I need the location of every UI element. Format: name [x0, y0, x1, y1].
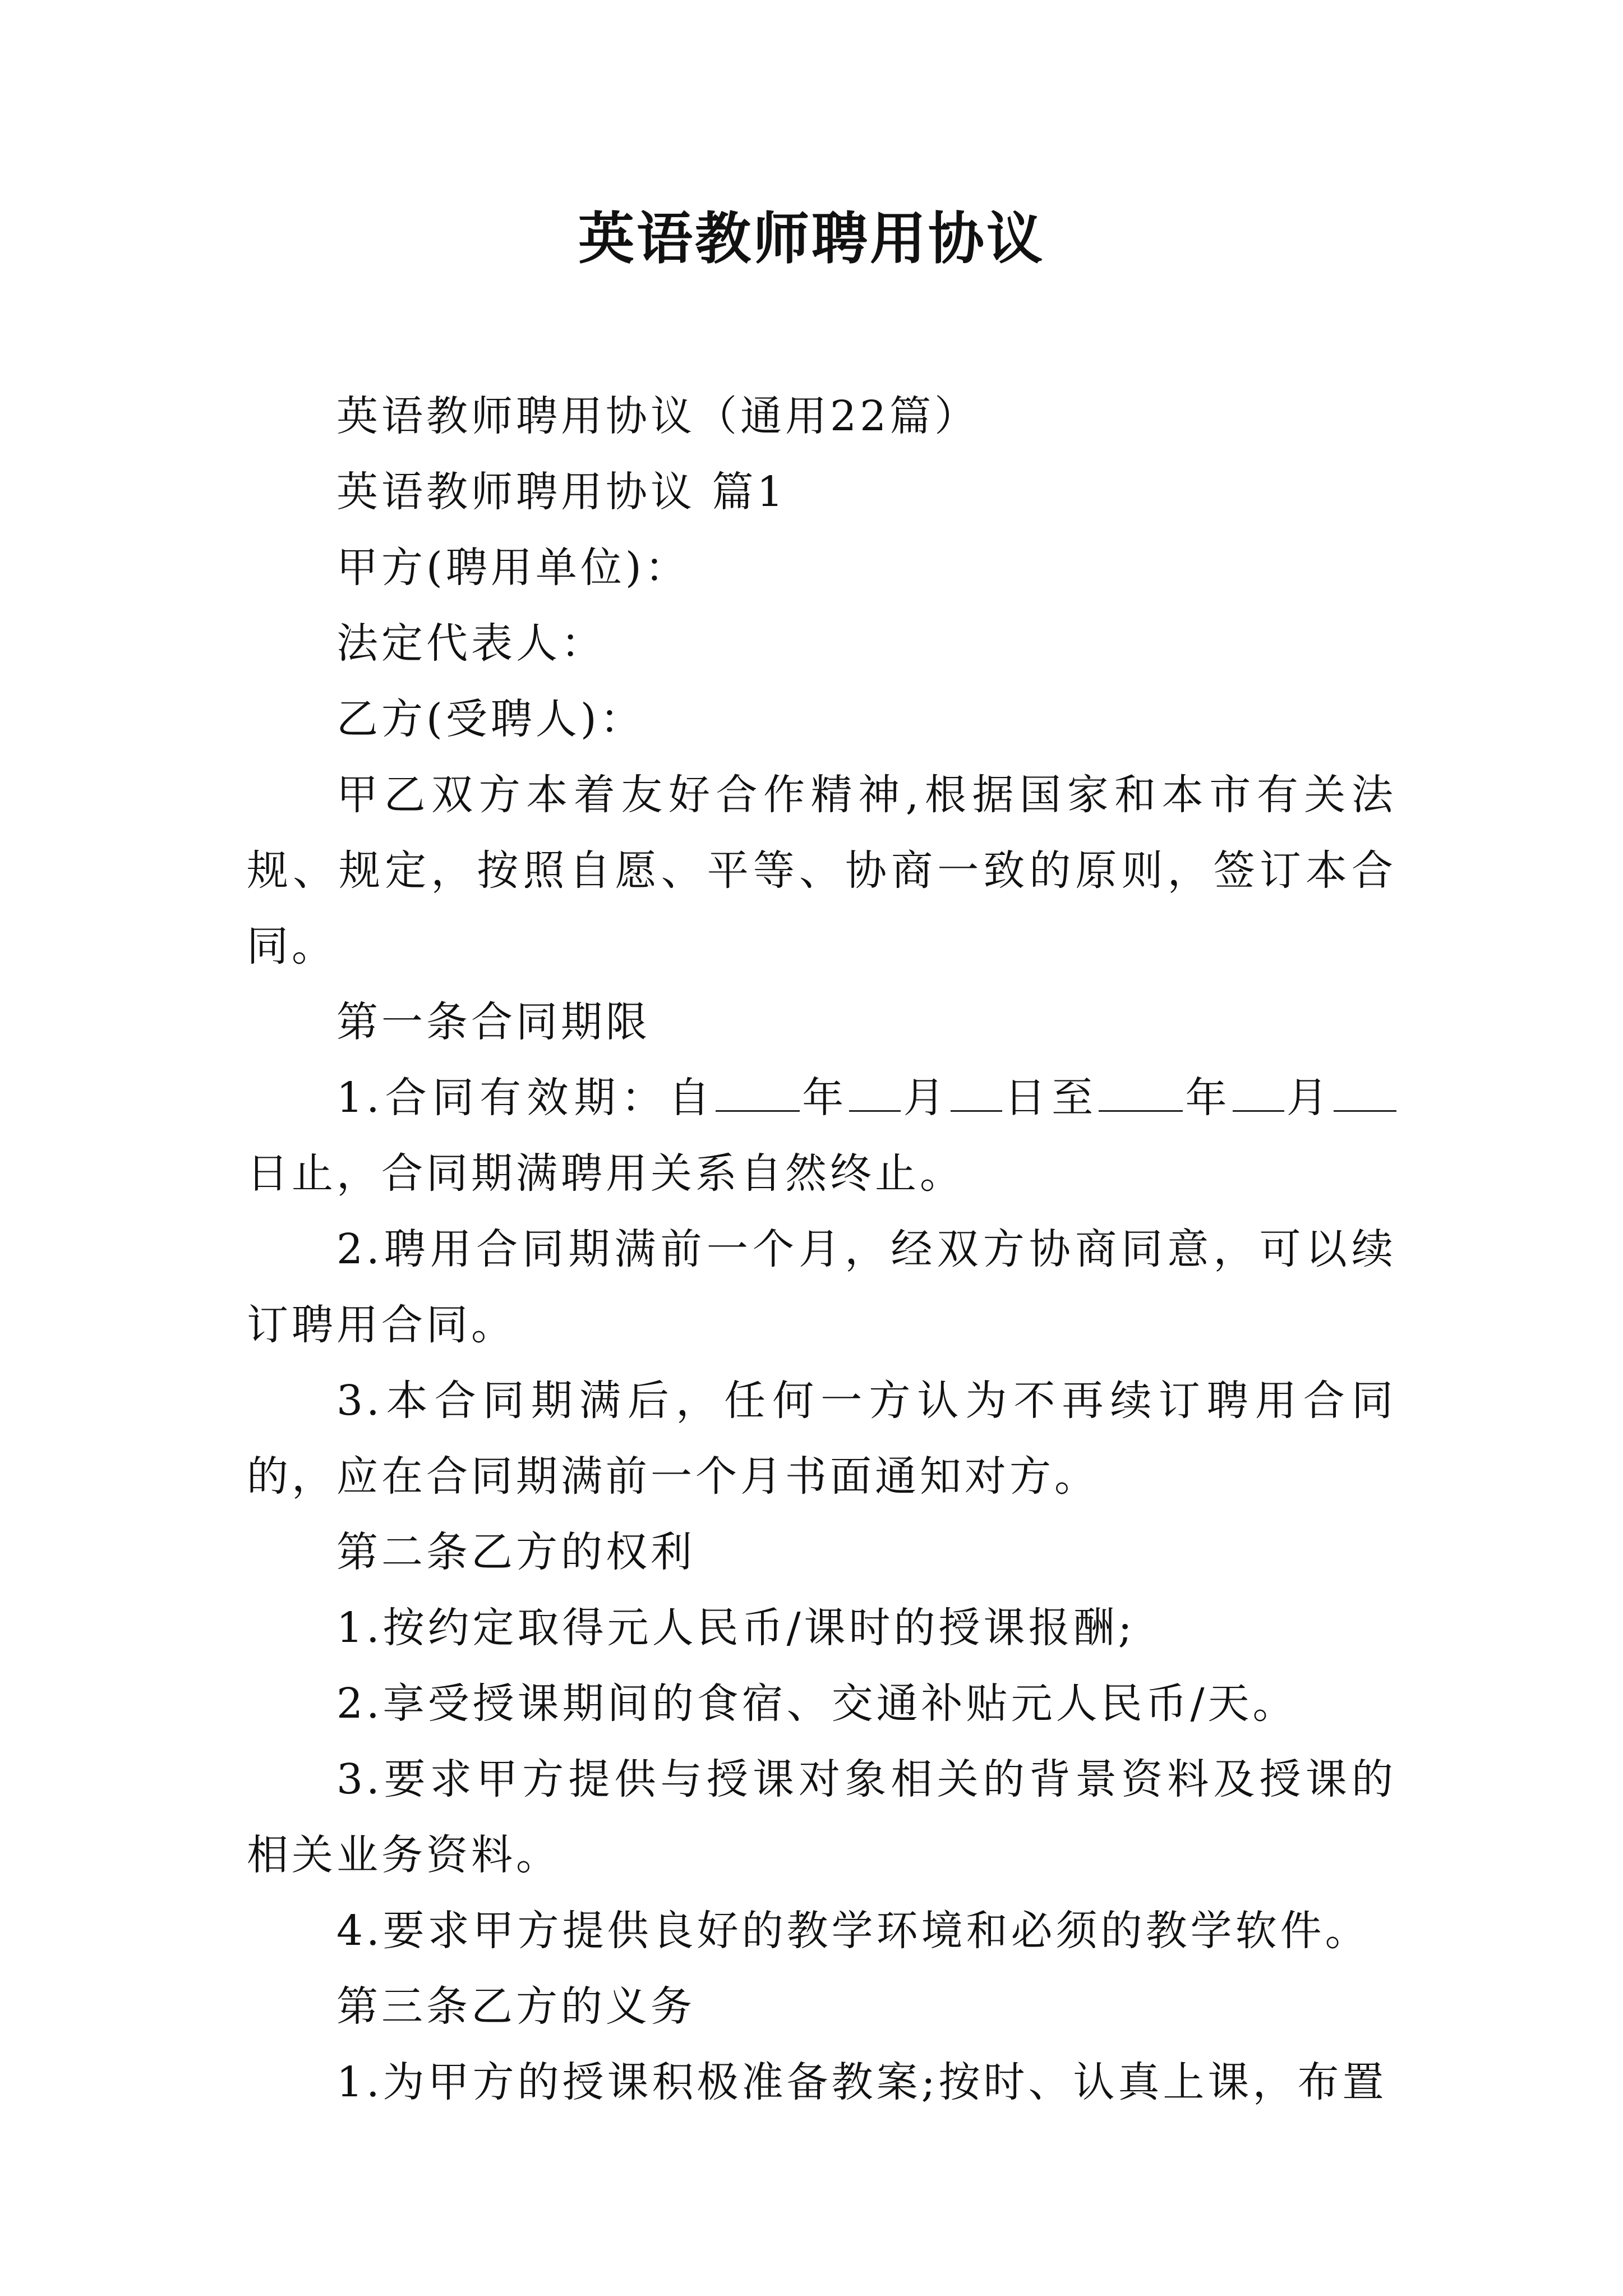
term-day-to: 日至 [1002, 1074, 1099, 1122]
paragraph-party-a: 甲方(聘用单位)： [336, 544, 690, 592]
paragraph-right-4: 4.要求甲方提供良好的教学环境和必须的教学软件。 [336, 1907, 1370, 1955]
document-title: 英语教师聘用协议 [578, 205, 1045, 272]
term-year-1: 年 [800, 1074, 850, 1122]
paragraph-legal-rep: 法定代表人： [336, 619, 606, 668]
blank-end-day [1334, 1073, 1396, 1112]
term-suffix: 日止，合同期满聘用关系自然终止。 [247, 1149, 965, 1198]
paragraph-right-1: 1.按约定取得元人民币/课时的授课报酬; [336, 1604, 1136, 1652]
paragraph-duty-1: 1.为甲方的授课积极准备教案;按时、认真上课，布置 [336, 2058, 1387, 2106]
paragraph-right-3: 3.要求甲方提供与授课对象相关的背景资料及授课的相关业务资料。 [247, 1755, 1396, 1879]
blank-end-year [1099, 1073, 1183, 1112]
term-year-2: 年 [1183, 1074, 1233, 1122]
paragraph-section-heading: 英语教师聘用协议 篇1 [336, 468, 787, 516]
blank-start-day [951, 1073, 1002, 1112]
paragraph-subtitle: 英语教师聘用协议（通用22篇） [336, 392, 980, 440]
paragraph-article-3-heading: 第三条乙方的义务 [336, 1982, 695, 2031]
paragraph-preamble: 甲乙双方本着友好合作精神,根据国家和本市有关法规、规定，按照自愿、平等、协商一致的原则，签订本合同。 [247, 771, 1396, 970]
paragraph-party-b: 乙方(受聘人)： [336, 695, 645, 743]
paragraph-article-2-heading: 第二条乙方的权利 [336, 1528, 695, 1576]
document-body [247, 379, 1396, 2120]
paragraph-renewal: 2.聘用合同期满前一个月，经双方协商同意，可以续订聘用合同。 [247, 1225, 1396, 1349]
term-month-1: 月 [901, 1074, 951, 1122]
paragraph-right-2: 2.享受授课期间的食宿、交通补贴元人民币/天。 [336, 1680, 1298, 1728]
term-prefix: 1.合同有效期：自 [336, 1074, 716, 1122]
blank-start-month [849, 1073, 901, 1112]
paragraph-article-1-heading: 第一条合同期限 [336, 998, 651, 1046]
blank-end-month [1233, 1073, 1284, 1112]
blank-start-year [716, 1073, 800, 1112]
paragraph-expiry-notice: 3.本合同期满后，任何一方认为不再续订聘用合同的，应在合同期满前一个月书面通知对方。 [247, 1377, 1396, 1501]
paragraph-term-clause [247, 1060, 1396, 1212]
term-month-2: 月 [1284, 1074, 1334, 1122]
